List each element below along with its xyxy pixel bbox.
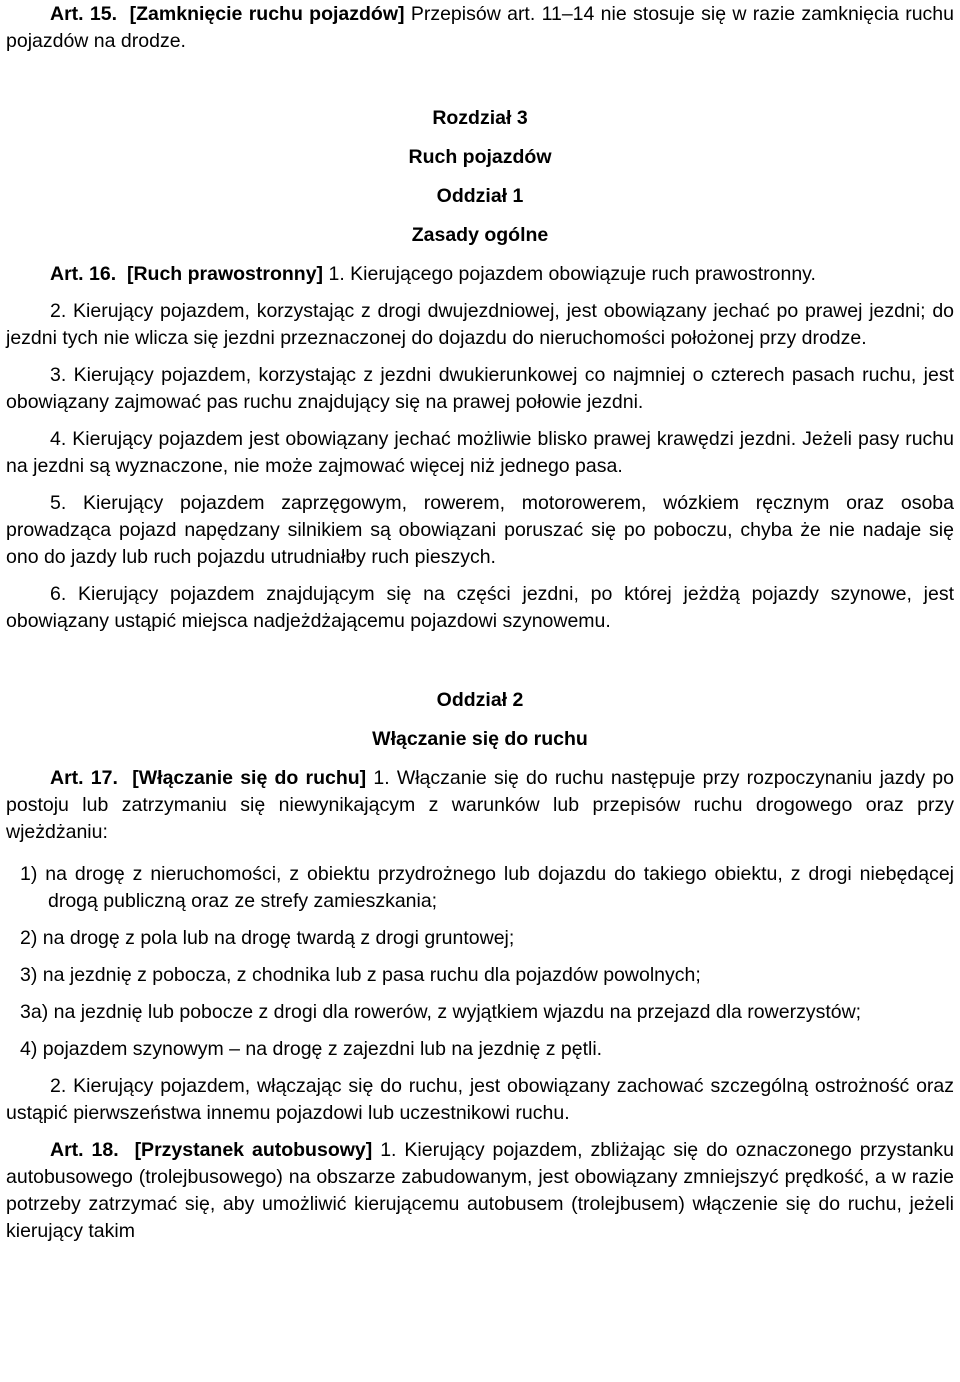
art-15-text: Przepisów art. 11–14 nie stosuje się w razie zamknięcia ruchu pojazdów na drodze. xyxy=(6,3,954,52)
art-16-title: [Ruch prawostronny] xyxy=(126,263,324,285)
par-text: Kierującego pojazdem obowiązuje ruch prawostronny. xyxy=(350,263,816,285)
par-number: 2. xyxy=(50,1075,67,1097)
art-15 xyxy=(6,1,954,55)
par-number: 1. xyxy=(328,263,345,285)
art-18-label: Art. 18. xyxy=(50,1139,119,1161)
art-18-title: [Przystanek autobusowy] xyxy=(134,1139,373,1161)
list-item: 1) na drogę z nieruchomości, z obiektu przydrożnego lub dojazdu do takiego obiektu, z drogi niebędącej drogą publiczną oraz ze strefy zamieszkania; xyxy=(20,863,954,912)
art-16-par-3 xyxy=(6,362,954,416)
par-number: 6. xyxy=(50,583,67,605)
list-item: 2) na drogę z pola lub na drogę twardą z drogi gruntowej; xyxy=(20,927,515,949)
art-17-label: Art. 17. xyxy=(50,767,118,789)
art-16-label: Art. 16. xyxy=(50,263,117,285)
art-15-label: Art. 15. xyxy=(50,3,118,25)
section-2-title: Włączanie się do ruchu xyxy=(372,728,588,750)
art-16-par-2 xyxy=(6,298,954,352)
document-page xyxy=(0,1,960,1382)
list-item: 4) pojazdem szynowym – na drogę z zajezdni lub na jezdnię z pętli. xyxy=(20,1038,603,1060)
par-number: 4. xyxy=(50,428,67,450)
art-17-par-1 xyxy=(6,765,954,846)
par-text: Kierujący pojazdem jest obowiązany jechać możliwie blisko prawej krawędzi jezdni. Jeżeli pasy ruchu na jezdni są wyznaczone, nie może zajmować więcej niż jednego pasa. xyxy=(6,428,955,477)
art-15-title: [Zamknięcie ruchu pojazdów] xyxy=(129,3,405,25)
par-text: Kierujący pojazdem znajdującym się na części jezdni, po której jeżdżą pojazdy szynowe, jest obowiązany ustąpić miejsca nadjeżdżającemu pojazdowi szynowemu. xyxy=(6,583,955,632)
section-title: Zasady ogólne xyxy=(411,224,549,246)
par-text: Kierujący pojazdem, włączając się do ruchu, jest obowiązany zachować szczególną ostrożność oraz ustąpić pierwszeństwa innemu pojazdowi lub uczestnikowi ruchu. xyxy=(6,1075,954,1124)
art-16-par-6 xyxy=(6,581,954,635)
art-18-par-1 xyxy=(6,1137,954,1245)
par-text: Kierujący pojazdem, korzystając z jezdni dwukierunkowej co najmniej o czterech pasach ruchu, jest obowiązany zajmować pas ruchu znajdujący się na prawej połowie jezdni. xyxy=(6,364,954,413)
par-number: 3. xyxy=(50,364,67,386)
art-17-title: [Włączanie się do ruchu] xyxy=(132,767,367,789)
par-number: 5. xyxy=(50,492,67,514)
chapter-title: Ruch pojazdów xyxy=(408,146,552,168)
section-2-number: Oddział 2 xyxy=(436,689,524,711)
par-text: Kierujący pojazdem zaprzęgowym, rowerem, motorowerem, wózkiem ręcznym oraz osoba prowadząca pojazd napędzany silnikiem są obowiązani poruszać się po poboczu, chyba że nie nadaje się ono do jazdy lub ruch pojazdu utrudniałby ruch pieszych. xyxy=(6,492,955,568)
art-17-par-2 xyxy=(6,1073,954,1127)
list-item: 3) na jezdnię z pobocza, z chodnika lub z pasa ruchu dla pojazdów powolnych; xyxy=(20,964,701,986)
par-number: 2. xyxy=(50,300,67,322)
art-16-par-1 xyxy=(6,261,954,288)
par-number: 1. xyxy=(380,1139,397,1161)
list-item: 3a) na jezdnię lub pobocze z drogi dla rowerów, z wyjątkiem wjazdu na przejazd dla rowerzystów; xyxy=(20,1001,862,1023)
par-number: 1. xyxy=(373,767,390,789)
par-text: Kierujący pojazdem, korzystając z drogi dwujezdniowej, jest obowiązany jechać po prawej jezdni; do jezdni tych nie wlicza się jezdni przeznaczonej do dojazdu do nieruchomości położonej przy drodze. xyxy=(6,300,955,349)
section-number: Oddział 1 xyxy=(436,185,524,207)
art-16-par-5 xyxy=(6,490,954,571)
par-text: Włączanie się do ruchu następuje przy rozpoczynaniu jazdy po postoju lub zatrzymaniu się niewynikającym z warunków lub przepisów ruchu drogowego oraz przy wjeżdżaniu: xyxy=(6,767,954,843)
chapter-number: Rozdział 3 xyxy=(432,107,528,129)
art-16-par-4 xyxy=(6,426,954,480)
par-text: Kierujący pojazdem, zbliżając się do oznaczonego przystanku autobusowego (trolejbusowego) na obszarze zabudowanym, jest obowiązany zmniejszyć prędkość, a w razie potrzeby zatrzymać się, aby umożliwić kierującemu autobusem (trolejbusem) włączenie się do ruchu, jeżeli kierujący takim xyxy=(6,1139,954,1242)
